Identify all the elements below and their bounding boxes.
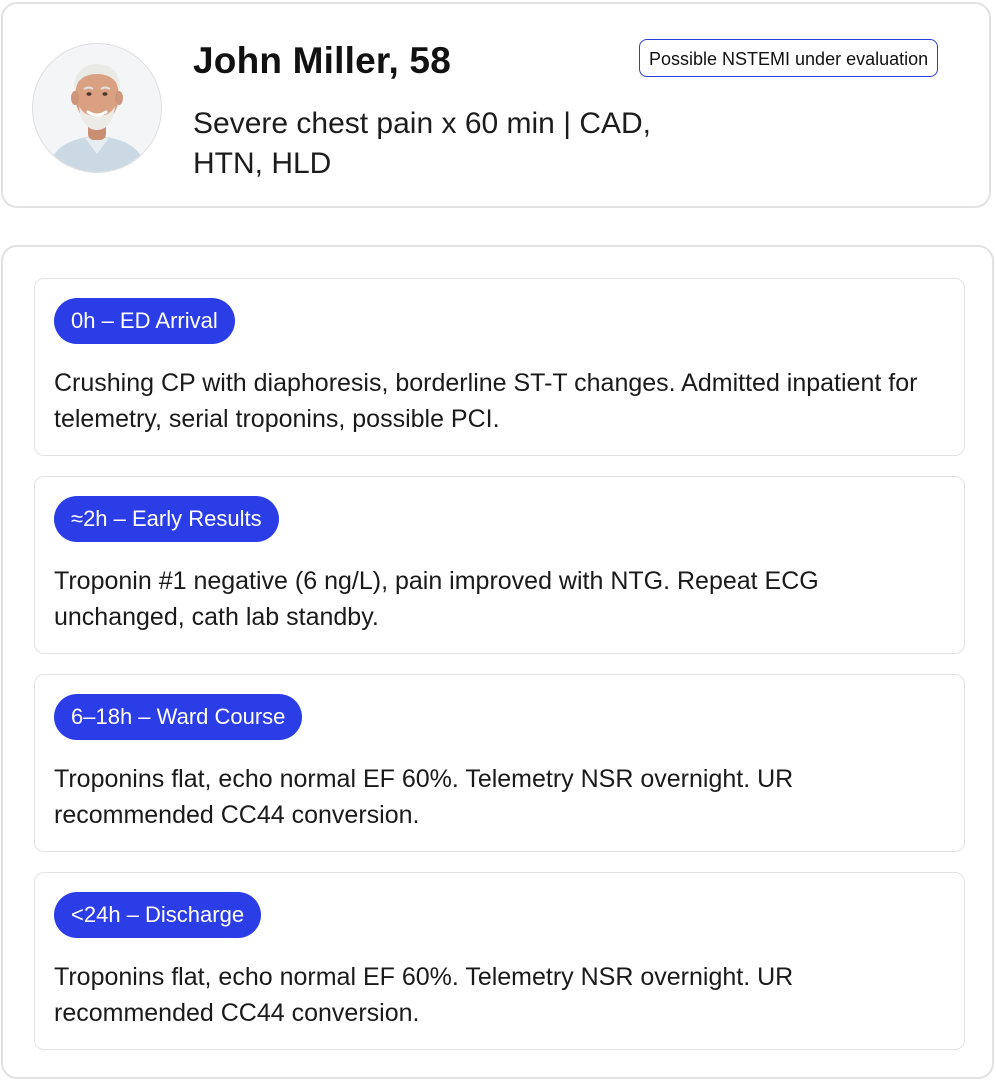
timeline-event-ed-arrival (34, 278, 965, 456)
timeline-event-text: Crushing CP with diaphoresis, borderline ST-T changes. Admitted inpatient for telemetry, serial troponins, possible PCI. (54, 369, 918, 433)
timeline-event-label: <24h – Discharge (54, 892, 261, 938)
status-badge: Possible NSTEMI under evaluation (639, 39, 938, 77)
timeline-event-text: Troponins flat, echo normal EF 60%. Telemetry NSR overnight. UR recommended CC44 conversion. (54, 765, 794, 829)
patient-portrait-icon (33, 44, 161, 172)
timeline-event-label: 6–18h – Ward Course (54, 694, 302, 740)
patient-name: John Miller, 58 (193, 40, 451, 81)
timeline-event-label: ≈2h – Early Results (54, 496, 279, 542)
timeline-panel (1, 245, 994, 1079)
patient-summary: Severe chest pain x 60 min | CAD, HTN, HLD (193, 107, 651, 180)
patient-header-card (1, 2, 991, 208)
timeline-event-label: 0h – ED Arrival (54, 298, 235, 344)
timeline-event-early-results (34, 476, 965, 654)
timeline-event-text: Troponins flat, echo normal EF 60%. Telemetry NSR overnight. UR recommended CC44 conversion. (54, 963, 794, 1027)
patient-avatar (32, 43, 162, 173)
timeline-event-text: Troponin #1 negative (6 ng/L), pain improved with NTG. Repeat ECG unchanged, cath lab standby. (54, 567, 819, 631)
timeline-event-discharge (34, 872, 965, 1050)
timeline-event-ward-course (34, 674, 965, 852)
